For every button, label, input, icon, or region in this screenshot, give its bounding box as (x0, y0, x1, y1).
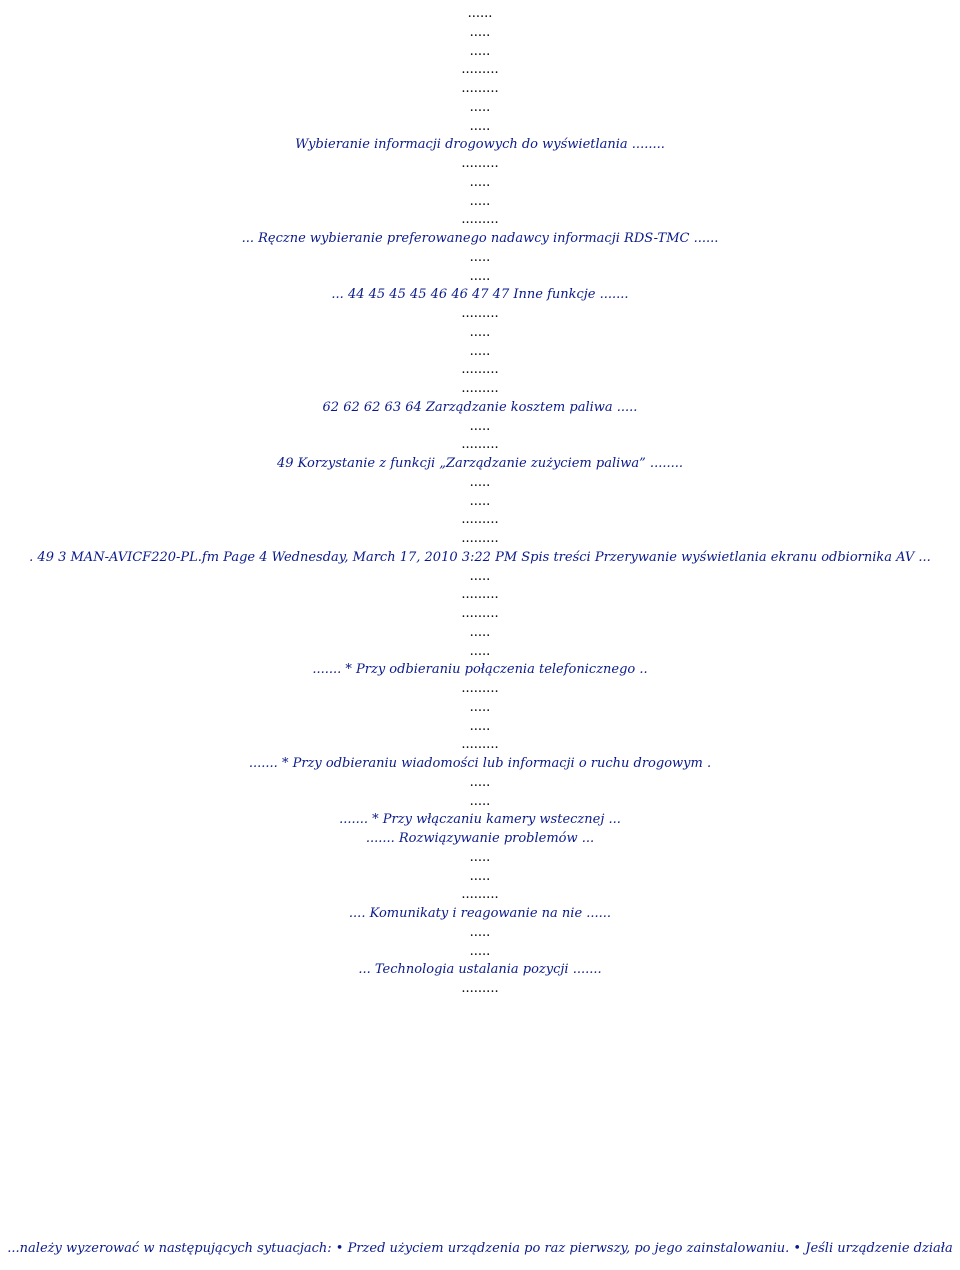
dot-leader: ..... (469, 268, 491, 284)
toc-last-part-1: ...należy wyzerować w następujących sytuacjach: (7, 1241, 332, 1256)
dot-leader: ..... (469, 343, 491, 359)
dot-leader: ...... (467, 6, 493, 21)
dot-leader: ..... (469, 99, 491, 115)
dot-leader: ......... (461, 531, 499, 546)
dot-leader: ..... (469, 193, 491, 209)
toc-entry: ....... * Przy włączaniu kamery wstecznej ... (339, 812, 621, 828)
dot-leader: ......... (461, 737, 499, 753)
bullet-2: • (793, 1241, 802, 1256)
dot-leader: ..... (469, 793, 491, 809)
toc-entry: ....... * Przy odbieraniu wiadomości lub informacji o ruchu drogowym . (248, 756, 712, 771)
dot-leader: ......... (461, 212, 499, 228)
dot-leader: ......... (461, 381, 499, 396)
dot-leader: ..... (469, 174, 491, 190)
toc-entry: . 49 3 MAN-AVICF220-PL.fm Page 4 Wednesday, March 17, 2010 3:22 PM Spis treści Przerywanie wyświetlania ekranu odbiornika AV ... (29, 549, 931, 565)
dot-leader: ......... (461, 887, 499, 903)
dot-leader: ......... (461, 981, 499, 996)
dot-leader: ..... (469, 924, 491, 940)
dot-leader: ..... (469, 24, 491, 40)
dot-leader: ..... (469, 624, 491, 640)
toc-entry: ... Ręczne wybieranie preferowanego nadawcy informacji RDS-TMC ...... (241, 231, 719, 246)
dot-leader: ......... (461, 306, 499, 321)
toc-entry: 62 62 62 63 64 Zarządzanie kosztem paliwa ..... (322, 399, 638, 415)
dot-leader: ......... (461, 362, 499, 378)
dot-leader: ..... (469, 568, 491, 584)
dot-leader: ..... (469, 249, 491, 265)
toc-entry: 49 Korzystanie z funkcji „Zarządzanie zużyciem paliwa” ........ (276, 456, 683, 471)
dot-leader: ..... (469, 943, 491, 959)
toc-entry: ... Technologia ustalania pozycji ....... (358, 962, 602, 978)
bullet-1: • (335, 1241, 344, 1256)
dot-leader: ......... (461, 512, 499, 528)
toc-last-part-3: Jeśli urządzenie działa (805, 1241, 953, 1256)
toc-entry: ....... * Przy odbieraniu połączenia telefonicznego .. (312, 662, 648, 678)
dot-leader: ..... (469, 43, 491, 59)
toc-entry: ... 44 45 45 45 46 46 47 47 Inne funkcje ....... (331, 287, 629, 303)
dot-leader: ..... (469, 774, 491, 790)
dot-leader: ..... (469, 868, 491, 884)
toc-last-line (0, 1240, 960, 1258)
dot-leader: ..... (469, 418, 491, 434)
dot-leader: ..... (469, 493, 491, 509)
dot-leader: ......... (461, 62, 499, 78)
dot-leader: ......... (461, 437, 499, 453)
dot-leader: ..... (469, 118, 491, 134)
toc-entry: ....... Rozwiązywanie problemów ... (365, 831, 595, 846)
dot-leader: ......... (461, 681, 499, 696)
dot-leader: ..... (469, 643, 491, 659)
toc-entry: .... Komunikaty i reagowanie na nie ...... (348, 906, 612, 921)
dot-leader: ..... (469, 718, 491, 734)
dot-leader: ......... (461, 606, 499, 621)
dot-leader: ..... (469, 699, 491, 715)
dot-leader: ..... (469, 849, 491, 865)
dot-leader: ..... (469, 324, 491, 340)
dot-leader: ......... (461, 81, 499, 96)
dot-leader: ......... (461, 156, 499, 171)
toc-last-part-2: Przed użyciem urządzenia po raz pierwszy, po jego zainstalowaniu. (347, 1241, 790, 1256)
dot-leader: ......... (461, 587, 499, 603)
dot-leader: ..... (469, 474, 491, 490)
toc-entry: Wybieranie informacji drogowych do wyświetlania ........ (295, 137, 665, 153)
